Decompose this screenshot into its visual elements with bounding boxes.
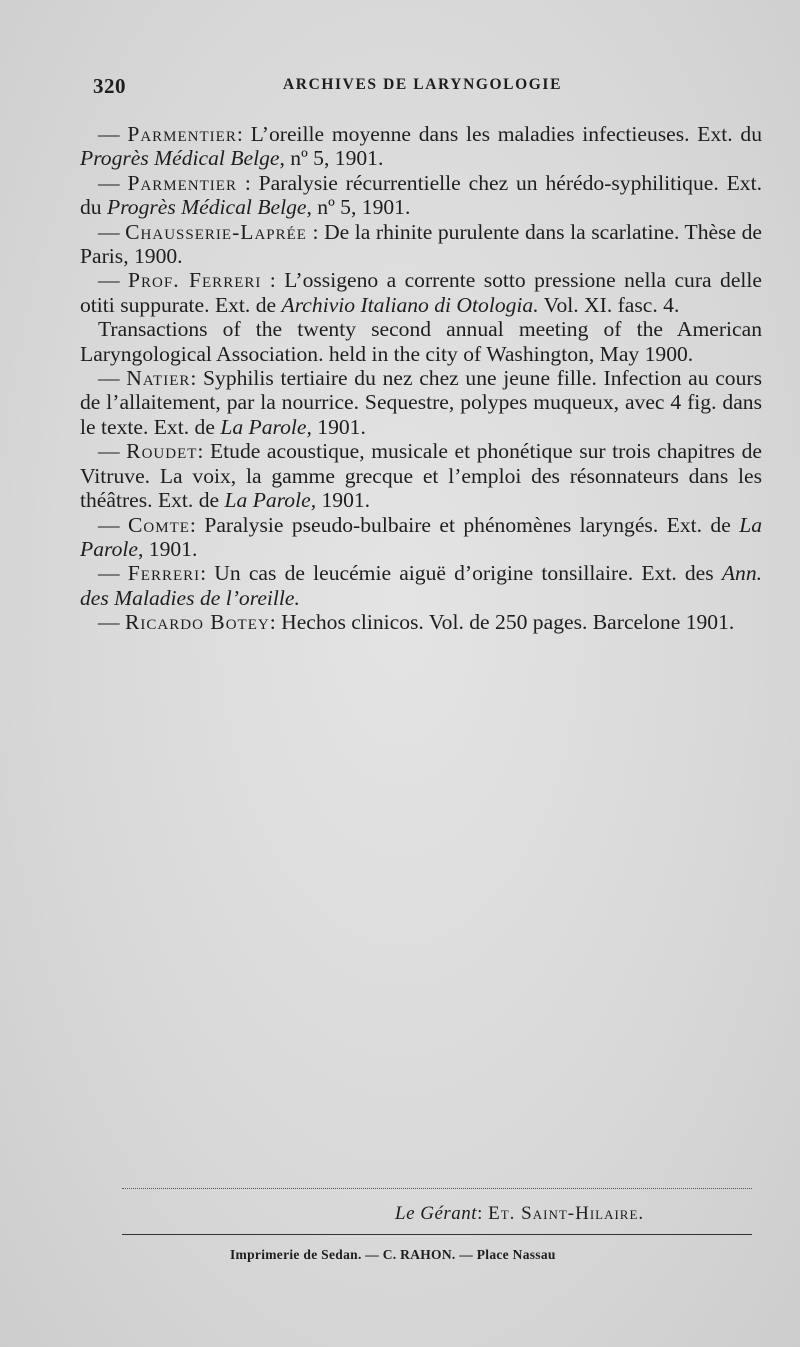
bibliography-entry: — Parmentier : Paralysie récurrentielle chez un hérédo-syphilitique. Ext. du Progrès Médical Belge, nº 5, 1901.	[80, 170, 762, 220]
entry-author: Chausserie-Laprée	[125, 219, 307, 244]
bibliography-entry: — Chausserie-Laprée : De la rhinite purulente dans la scarlatine. Thèse de Paris, 1900.	[80, 219, 762, 269]
bibliography-entry: — Prof. Ferreri : L’ossigeno a corrente sotto pressione nella cura delle otiti suppurate. Ext. de Archivio Italiano di Otologia. Vol. XI. fasc. 4.	[80, 268, 762, 317]
entry-journal: Archivio Italiano di Otologia.	[281, 292, 539, 317]
gerant-name: Et. Saint-Hilaire.	[488, 1203, 645, 1224]
running-head: ARCHIVES DE LARYNGOLOGIE	[283, 76, 563, 93]
page-number: 320	[93, 74, 126, 98]
footer-divider-top	[122, 1188, 752, 1189]
bibliography-entry: — Parmentier: L’oreille moyenne dans les maladies infectieuses. Ext. du Progrès Médical Belge, nº 5, 1901.	[80, 122, 762, 171]
entry-journal: Ann. des Maladies de l’oreille.	[80, 561, 763, 610]
entry-journal: Progrès Médical Belge	[107, 195, 307, 220]
gerant-label: Le Gérant	[395, 1203, 478, 1224]
bibliography-entry: — Natier: Syphilis tertiaire du nez chez une jeune fille. Infection au cours de l’allaitement, par la nourrice. Sequestre, polypes muqueux, avec 4 fig. dans le texte. Ext. de La Parole, 1901.	[80, 366, 762, 439]
bibliography-list	[80, 122, 762, 635]
entry-author: Roudet	[126, 439, 198, 464]
gerant-signature: Le Gérant: Et. Saint-Hilaire.	[395, 1203, 645, 1224]
entry-author: Parmentier	[127, 122, 237, 146]
footer-divider-bottom	[122, 1234, 752, 1235]
entry-author: Comte	[128, 512, 190, 537]
bibliography-entry: — Comte: Paralysie pseudo-bulbaire et phénomènes laryngés. Ext. de La Parole, 1901.	[80, 512, 762, 561]
entry-author: Ricardo Botey	[125, 610, 270, 635]
entry-journal: La Parole,	[224, 488, 317, 513]
entry-journal: Progrès Médical Belge	[80, 146, 280, 171]
bibliography-entry: — Roudet: Etude acoustique, musicale et phonétique sur trois chapitres de Vitruve. La voix, la gamme grecque et l’emploi des résonnateurs dans les théâtres. Ext. de La Parole, 1901.	[80, 439, 763, 513]
entry-author: Prof. Ferreri	[128, 268, 262, 293]
entry-author: Ferreri	[127, 561, 201, 586]
entry-journal: La Parole,	[220, 414, 312, 439]
bibliography-entry: Transactions of the twenty second annual meeting of the American Laryngological Association. held in the city of Washington, May 1900.	[80, 317, 762, 366]
entry-author: Natier	[126, 366, 191, 391]
page-header	[93, 74, 753, 102]
bibliography-entry: — Ferreri: Un cas de leucémie aiguë d’origine tonsillaire. Ext. des Ann. des Maladies de l’oreille.	[80, 561, 763, 610]
entry-author: Parmentier	[127, 170, 237, 195]
bibliography-entry: — Ricardo Botey: Hechos clinicos. Vol. de 250 pages. Barcelone 1901.	[98, 610, 735, 635]
printer-imprint: Imprimerie de Sedan. — C. RAHON. — Place Nassau	[230, 1247, 556, 1262]
entry-journal: La Parole	[80, 512, 762, 561]
